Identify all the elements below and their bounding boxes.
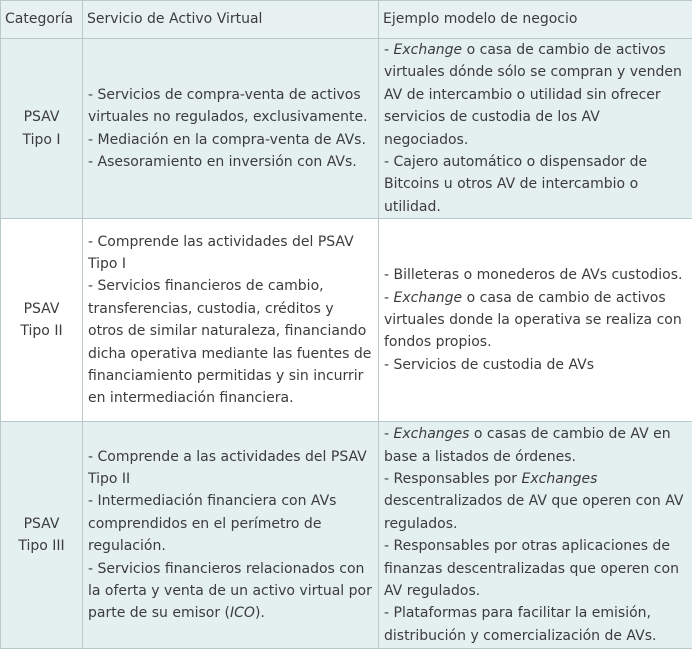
example-item (384, 602, 687, 647)
service-item (88, 558, 373, 625)
example-item (384, 535, 687, 602)
example-item (384, 151, 687, 218)
service-text: ). (255, 605, 265, 621)
table-row (1, 219, 692, 422)
example-text: - (384, 290, 394, 306)
example-item (384, 354, 687, 376)
service-item: - Mediación en la compra-venta de AVs. (88, 129, 373, 151)
category-line-1: PSAV (3, 513, 80, 535)
example-item (384, 39, 687, 151)
example-text: o casa de cambio de activos virtuales donde la operativa se realiza con fondos propios. (384, 290, 682, 351)
service-emphasis: ICO (230, 605, 255, 621)
service-item: - Intermediación financiera con AVs comprendidos en el perímetro de regulación. (88, 490, 373, 557)
service-item: - Comprende a las actividades del PSAV Tipo II (88, 446, 373, 491)
header-ejemplo: Ejemplo modelo de negocio (379, 1, 692, 39)
example-item (384, 287, 687, 354)
service-text: - Servicios financieros relacionados con la oferta y venta de un activo virtual por parte de su emisor ( (88, 561, 372, 622)
example-cell (379, 219, 692, 422)
category-cell (1, 422, 83, 649)
service-item: - Asesoramiento en inversión con AVs. (88, 151, 373, 173)
table-row (1, 39, 692, 219)
header-categoria: Categoría (1, 1, 83, 39)
example-text: - (384, 426, 394, 442)
example-text: - Servicios de custodia de AVs (384, 357, 594, 373)
category-line-1: PSAV (3, 106, 80, 128)
table-row (1, 422, 692, 649)
category-line-2: Tipo II (3, 320, 80, 342)
example-emphasis: Exchange (394, 290, 463, 306)
service-cell (83, 219, 379, 422)
example-text: - Cajero automático o dispensador de Bitcoins u otros AV de intercambio o utilidad. (384, 154, 647, 215)
example-text: descentralizados de AV que operen con AV regulados. (384, 493, 683, 531)
example-item (384, 264, 687, 286)
example-emphasis: Exchanges (394, 426, 470, 442)
category-line-1: PSAV (3, 298, 80, 320)
category-cell (1, 39, 83, 219)
category-line-2: Tipo III (3, 535, 80, 557)
example-item (384, 468, 687, 535)
header-servicio: Servicio de Activo Virtual (83, 1, 379, 39)
example-cell (379, 422, 692, 649)
example-item (384, 423, 687, 468)
example-emphasis: Exchange (394, 42, 463, 58)
header-row (1, 1, 692, 39)
service-item: - Servicios financieros de cambio, transferencias, custodia, créditos y otros de similar naturaleza, financiando dicha operativa mediante las fuentes de financiamiento permitidas y sin incurrir en intermediación financiera. (88, 275, 373, 409)
category-cell (1, 219, 83, 422)
example-text: o casa de cambio de activos virtuales dónde sólo se compran y venden AV de intercambio o utilidad sin ofrecer servicios de custodia de los AV negociados. (384, 42, 682, 148)
service-item: - Servicios de compra-venta de activos virtuales no regulados, exclusivamente. (88, 84, 373, 129)
example-text: - Responsables por (384, 471, 522, 487)
service-cell (83, 422, 379, 649)
example-text: - Billeteras o monederos de AVs custodios. (384, 267, 683, 283)
example-cell (379, 39, 692, 219)
example-text: - Responsables por otras aplicaciones de finanzas descentralizadas que operen con AV regulados. (384, 538, 679, 599)
example-text: - (384, 42, 394, 58)
service-item: - Comprende las actividades del PSAV Tipo I (88, 231, 373, 276)
example-text: - Plataformas para facilitar la emisión, distribución y comercialización de AVs. (384, 605, 656, 643)
example-text: o casas de cambio de AV en base a listados de órdenes. (384, 426, 671, 464)
example-emphasis: Exchanges (522, 471, 598, 487)
service-cell (83, 39, 379, 219)
category-line-2: Tipo I (3, 129, 80, 151)
